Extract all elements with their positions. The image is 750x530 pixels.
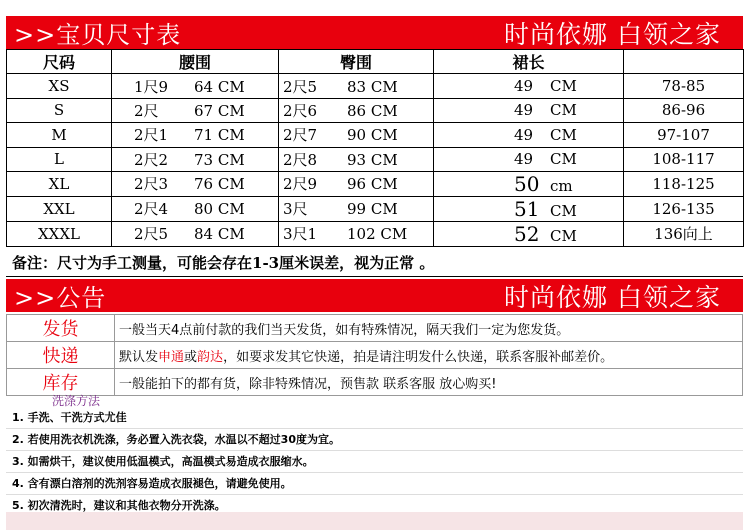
size-chart-banner [6,16,743,49]
height-cell: 126-135 [624,196,744,221]
size-cell: XXL [7,196,112,221]
length-cell [434,196,624,221]
wash-title: 洗涤方法 [52,394,101,408]
waist-cell [112,171,279,196]
length-cell [434,98,624,122]
length-num: 49 [514,101,534,120]
notice-text [115,342,743,369]
hip-chi: 2尺7 [283,126,318,145]
shop-name-2: 时尚依娜 白领之家 [504,282,721,312]
waist-cm: 67 CM [194,101,245,120]
waist-chi: 2尺3 [134,175,169,194]
courier-text-post: ，如要求发其它快递，拍是请注明发什么快递，联系客服补邮差价。 [223,349,614,365]
courier-sto: 申通 [158,349,185,365]
length-unit: cm [550,176,573,195]
size-chart-title: >>宝贝尺寸表 [14,21,182,49]
waist-chi: 2尺1 [134,126,169,145]
size-cell: XS [7,74,112,98]
waist-cm: 71 CM [194,126,245,145]
length-unit: CM [550,150,577,169]
height-cell: 118-125 [624,171,744,196]
header-height [624,50,744,74]
notice-row-shipping [7,315,743,342]
size-row [7,221,744,246]
waist-cm: 84 CM [194,225,245,244]
height-cell: 78-85 [624,74,744,98]
hip-cell [279,123,434,147]
hip-cell [279,147,434,171]
notice-key: 库存 [7,369,115,396]
length-num: 49 [514,125,534,144]
waist-cell [112,98,279,122]
header-size: 尺码 [7,50,112,74]
hip-cm: 96 CM [347,175,398,194]
size-table [6,49,744,247]
size-row [7,98,744,122]
hip-cell [279,196,434,221]
hip-chi: 2尺9 [283,175,318,194]
size-cell: L [7,147,112,171]
waist-chi: 2尺4 [134,200,169,219]
wash-item: 2. 若使用洗衣机洗涤，务必置入洗衣袋，水温以不超过30度为宜。 [6,429,743,451]
waist-cell [112,221,279,246]
notice-row-courier [7,342,743,369]
notice-key: 发货 [7,315,115,342]
size-cell: XL [7,171,112,196]
height-cell: 86-96 [624,98,744,122]
shop-name: 时尚依娜 白领之家 [504,19,721,49]
waist-chi: 2尺 [134,101,159,120]
length-cell [434,221,624,246]
hip-cm: 102 CM [347,225,408,244]
waist-chi: 2尺5 [134,225,169,244]
hip-cm: 99 CM [347,200,398,219]
waist-cm: 80 CM [194,200,245,219]
hip-chi: 3尺1 [283,225,318,244]
header-hip: 臀围 [279,50,434,74]
hip-chi: 3尺 [283,200,308,219]
waist-cell [112,147,279,171]
waist-cell [112,74,279,98]
length-unit: CM [550,101,577,120]
waist-chi: 1尺9 [134,77,169,96]
hip-cell [279,98,434,122]
hip-cm: 93 CM [347,150,398,169]
hip-chi: 2尺8 [283,150,318,169]
notice-key: 快递 [7,342,115,369]
waist-cm: 73 CM [194,150,245,169]
length-num: 49 [514,77,534,96]
notice-row-stock [7,369,743,396]
notice-text: 一般能拍下的都有货，除非特殊情况，预售款 联系客服 放心购买! [115,369,743,396]
size-row [7,147,744,171]
waist-chi: 2尺2 [134,150,169,169]
wash-list [6,407,743,517]
header-length: 裙长 [434,50,624,74]
length-num: 52 [514,221,540,246]
length-num: 51 [514,196,540,221]
wash-item: 4. 含有漂白溶剂的洗剂容易造成衣服褪色，请避免使用。 [6,473,743,495]
size-row [7,171,744,196]
hip-cm: 83 CM [347,77,398,96]
courier-text-mid: 或 [184,349,198,365]
size-row [7,196,744,221]
length-num: 49 [514,150,534,169]
length-cell [434,123,624,147]
notice-text: 一般当天4点前付款的我们当天发货，如有特殊情况，隔天我们一定为您发货。 [115,315,743,342]
hip-cm: 90 CM [347,126,398,145]
hip-chi: 2尺6 [283,101,318,120]
courier-yunda: 韵达 [197,349,224,365]
size-cell: M [7,123,112,147]
size-row [7,123,744,147]
length-unit: CM [550,77,577,96]
waist-cell [112,123,279,147]
notice-title: >>公告 [14,284,107,312]
wash-item: 1. 手洗、干洗方式尤佳 [6,407,743,429]
hip-cell [279,221,434,246]
bottom-strip [6,512,743,530]
length-unit: CM [550,226,577,245]
notice-banner [6,279,743,312]
hip-cm: 86 CM [347,101,398,120]
height-cell: 108-117 [624,147,744,171]
header-waist: 腰围 [112,50,279,74]
hip-chi: 2尺5 [283,77,318,96]
hip-cell [279,74,434,98]
waist-cell [112,196,279,221]
size-table-header [7,50,744,74]
hip-cell [279,171,434,196]
length-cell [434,147,624,171]
wash-item: 3. 如需烘干，建议使用低温模式，高温模式易造成衣服缩水。 [6,451,743,473]
length-num: 50 [514,171,540,196]
notice-table [6,314,743,396]
length-unit: CM [550,125,577,144]
height-cell: 97-107 [624,123,744,147]
length-cell [434,74,624,98]
waist-cm: 76 CM [194,175,245,194]
length-cell [434,171,624,196]
length-unit: CM [550,201,577,220]
wash-item: 5. 初次清洗时，建议和其他衣物分开洗涤。 [6,495,743,517]
size-cell: XXXL [7,221,112,246]
courier-text-pre: 默认发 [119,349,159,365]
size-row [7,74,744,98]
size-note: 备注：尺寸为手工测量，可能会存在1-3厘米误差，视为正常 。 [6,251,743,277]
height-cell: 136向上 [624,221,744,246]
size-cell: S [7,98,112,122]
waist-cm: 64 CM [194,77,245,96]
